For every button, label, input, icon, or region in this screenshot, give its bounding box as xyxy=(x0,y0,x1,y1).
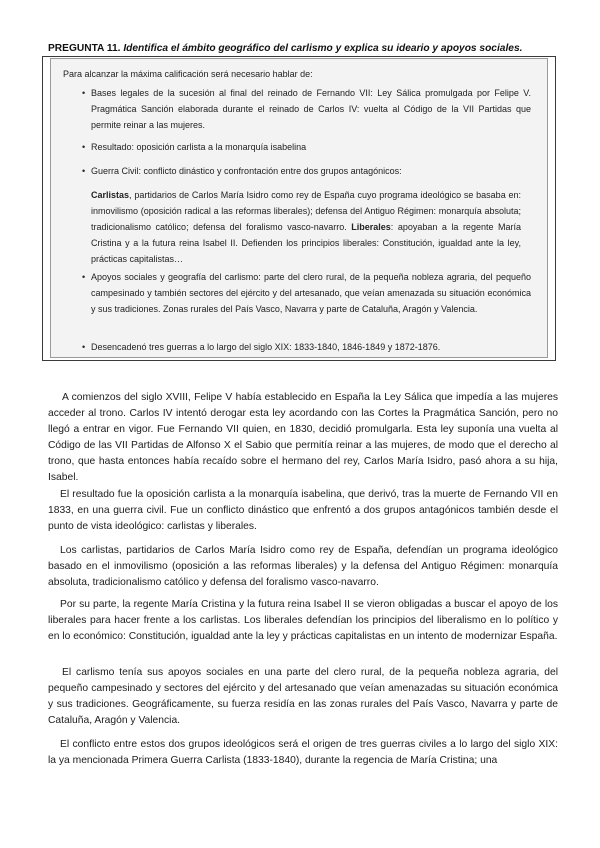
bullet-icon: • xyxy=(82,166,86,176)
rubric-panel xyxy=(50,58,548,358)
rubric-bullet: • Bases legales de la sucesión al final del reinado de Fernando VII: Ley Sálica promulgada por Felipe V. Pragmática Sanción elaborada durante el reinado de Carlos IV: vuelta al Código de la VII Partidas que permite reinar a las mujeres. xyxy=(91,85,531,133)
bullet-icon: • xyxy=(82,88,86,98)
body-paragraph: Por su parte, la regente María Cristina y la futura reina Isabel II se vieron obligadas a buscar el apoyo de los liberales para hacer frente a los carlistas. Los liberales defendían los principios del liberalismo en lo político y en lo económico: Constitución, igualdad ante la ley y prácticas capitalistas en un intento de modernizar España. xyxy=(48,599,558,642)
rubric-bullet: • Guerra Civil: conflicto dinástico y confrontación entre dos grupos antagónicos: xyxy=(91,163,531,179)
rubric-bullet: • Apoyos sociales y geografía del carlismo: parte del clero rural, de la pequeña nobleza agraria, del pequeño campesinado y también sectores del ejército y del artesanado, que veían amenazada su situación económica y sus tradiciones. Zonas rurales del País Vasco, Navarra y parte de Cataluña, Aragón y Valencia. xyxy=(91,269,531,317)
body-paragraph: El carlismo tenía sus apoyos sociales en una parte del clero rural, de la pequeña nobleza agraria, del pequeño campesinado y sectores del ejército y del artesanado que veían amenazadas su situación económica y sus tradiciones. Geográficamente, su fuerza residía en las zonas rurales del País Vasco, Navarra y parte de Cataluña, Aragón y Valencia. xyxy=(48,667,558,726)
question-heading xyxy=(48,42,568,55)
liberales-label: Liberales xyxy=(351,222,391,232)
body-paragraph: A comienzos del siglo XVIII, Felipe V había establecido en España la Ley Sálica que impedía a las mujeres acceder al trono. Carlos IV intentó derogar esta ley acordando con las Cortes la Pragmática Sanción, pero no llegó a entrar en vigor. Fue Fernando VII quien, en 1830, decidió promulgarla. Esta ley suponía una vuelta al Código de las VII Partidas de Alfonso X el Sabio que permitía reinar a las mujeres, de modo que el derecho al trono, que hasta entonces había recaído sobre el hermano del rey, Carlos María Isidro, pasó ahora a su hija, Isabel. xyxy=(48,392,558,483)
question-label: PREGUNTA 11. xyxy=(48,43,121,54)
carlistas-label: Carlistas xyxy=(91,190,130,200)
question-text: Identifica el ámbito geográfico del carlismo y explica su ideario y apoyos sociales. xyxy=(123,43,523,54)
rubric-subparagraph: Carlistas, partidarios de Carlos María Isidro como rey de España cuyo programa ideológico se basaba en: inmovilismo (oposición radical a las reformas liberales); defensa del Antiguo Régimen: monarquía absoluta; tradicionalismo católico; defensa del foralismo vasco-navarro. Liberales: apoyaban a la regente María Cristina y a la futura reina Isabel II. Defienden los principios liberales: Constitución, igualdad ante la ley, prácticas capitalistas… xyxy=(91,190,521,264)
body-paragraph: El resultado fue la oposición carlista a la monarquía isabelina, que derivó, tras la muerte de Fernando VII en 1833, en una guerra civil. Fue un conflicto dinástico que enfrentó a dos grupos antagónicos también desde el punto de vista ideológico: carlistas y liberales. xyxy=(48,489,558,532)
rubric-bullet: • Desencadenó tres guerras a lo largo del siglo XIX: 1833-1840, 1846-1849 y 1872-1876. xyxy=(91,339,531,355)
bullet-icon: • xyxy=(82,142,86,152)
rubric-intro: Para alcanzar la máxima calificación será necesario hablar de: xyxy=(63,69,313,79)
body-paragraph: Los carlistas, partidarios de Carlos María Isidro como rey de España, defendían un programa ideológico basado en el inmovilismo (oposición a las reformas liberales) y la defensa del Antiguo Régimen: monarquía absoluta, tradicionalismo católico y defensa del foralismo vasco-navarro. xyxy=(48,545,558,588)
bullet-icon: • xyxy=(82,272,86,282)
bullet-icon: • xyxy=(82,342,86,352)
rubric-bullet: • Resultado: oposición carlista a la monarquía isabelina xyxy=(91,139,531,155)
rubric-box xyxy=(42,56,556,361)
body-paragraph: El conflicto entre estos dos grupos ideológicos será el origen de tres guerras civiles a lo largo del siglo XIX: la ya mencionada Primera Guerra Carlista (1833-1840), durante la regencia de María Cristina; una xyxy=(48,739,558,766)
